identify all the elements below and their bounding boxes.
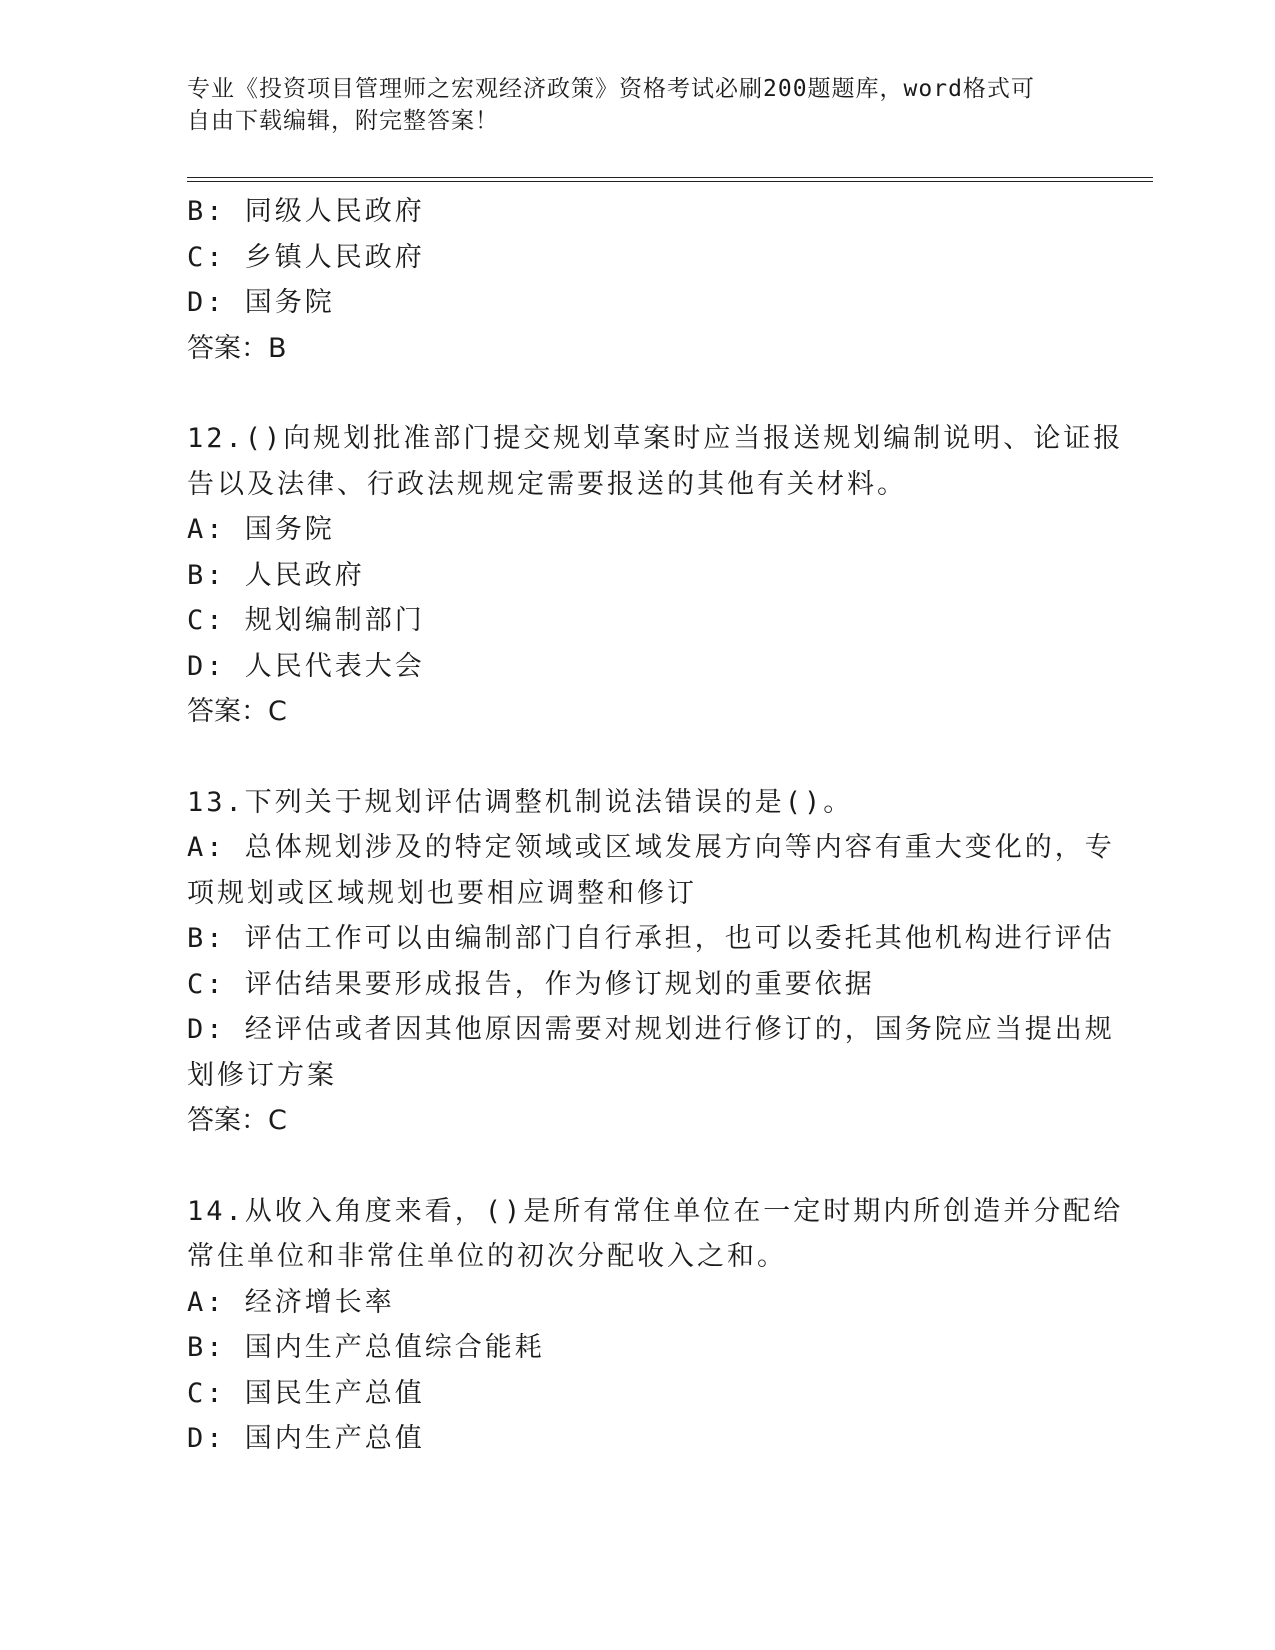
option-d-continued: 划修订方案	[187, 1059, 337, 1091]
question-13	[187, 780, 1115, 1144]
spacer	[187, 1144, 1087, 1189]
option-a: A: 国务院	[187, 514, 335, 545]
option-c: C: 乡镇人民政府	[187, 241, 425, 273]
header-line-1: 专业《投资项目管理师之宏观经济政策》资格考试必刷200题题库，word格式可	[187, 76, 1035, 102]
option-d: D: 经评估或者因其他原因需要对规划进行修订的，国务院应当提出规	[187, 1014, 1115, 1045]
answer-line: 答案：B	[187, 332, 287, 364]
spacer	[187, 735, 1087, 780]
question-stem-line: 告以及法律、行政法规规定需要报送的其他有关材料。	[187, 468, 907, 500]
header-line-2: 自由下载编辑，附完整答案！	[187, 108, 499, 134]
option-c: C: 评估结果要形成报告，作为修订规划的重要依据	[187, 968, 875, 1000]
question-12	[187, 416, 1124, 735]
question-stem-line: 14.从收入角度来看，()是所有常住单位在一定时期内所创造并分配给	[187, 1195, 1124, 1227]
option-d: D: 人民代表大会	[187, 650, 425, 682]
option-a-continued: 项规划或区域规划也要相应调整和修订	[187, 877, 697, 909]
question-11-tail	[187, 189, 1087, 371]
document-header	[187, 73, 1067, 137]
option-b: B: 评估工作可以由编制部门自行承担，也可以委托其他机构进行评估	[187, 923, 1115, 954]
question-stem-line: 12.()向规划批准部门提交规划草案时应当报送规划编制说明、论证报	[187, 423, 1124, 454]
spacer	[187, 371, 1087, 416]
option-b: B: 同级人民政府	[187, 196, 425, 227]
answer-line: 答案：C	[187, 1105, 287, 1136]
header-rule-top	[187, 177, 1153, 178]
question-stem-line: 常住单位和非常住单位的初次分配收入之和。	[187, 1241, 787, 1272]
option-d: D: 国内生产总值	[187, 1423, 425, 1454]
option-c: C: 规划编制部门	[187, 605, 425, 636]
header-rule-bottom	[187, 181, 1153, 182]
question-stem-line: 13.下列关于规划评估调整机制说法错误的是()。	[187, 786, 854, 818]
option-a: A: 经济增长率	[187, 1286, 395, 1318]
question-14	[187, 1189, 1124, 1462]
option-b: B: 国内生产总值综合能耗	[187, 1332, 545, 1363]
option-d: D: 国务院	[187, 287, 335, 318]
answer-line: 答案：C	[187, 696, 287, 727]
option-c: C: 国民生产总值	[187, 1377, 425, 1409]
option-a: A: 总体规划涉及的特定领域或区域发展方向等内容有重大变化的，专	[187, 832, 1115, 863]
question-list	[187, 189, 1124, 1462]
option-b: B: 人民政府	[187, 559, 365, 591]
